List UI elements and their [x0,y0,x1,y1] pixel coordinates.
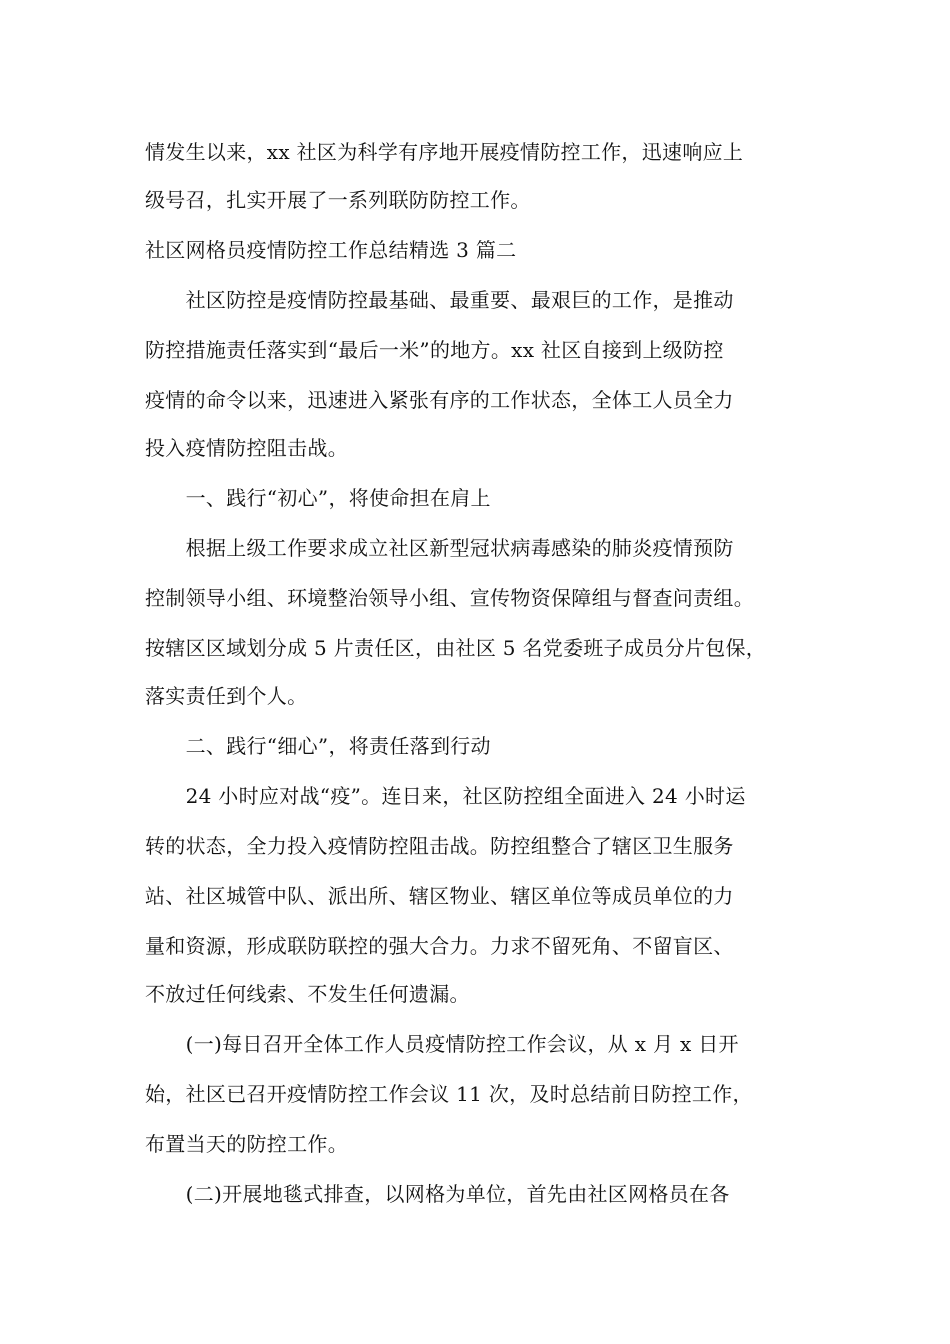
text-line: 社区防控是疫情防控最基础、最重要、最艰巨的工作，是推动 [145,288,734,312]
section-heading: 社区网格员疫情防控工作总结精选 3 篇二 [145,238,517,262]
text-line: 根据上级工作要求成立社区新型冠状病毒感染的肺炎疫情预防 [145,536,734,560]
text-line: 投入疫情防控阻击战。 [145,436,348,460]
text-line: 按辖区区域划分成 5 片责任区，由社区 5 名党委班子成员分片包保， [145,636,767,660]
subheading: 二、践行“细心”，将责任落到行动 [145,734,491,758]
text-line: 情发生以来，xx 社区为科学有序地开展疫情防控工作，迅速响应上 [145,140,744,164]
text-line: 控制领导小组、环境整治领导小组、宣传物资保障组与督查问责组。 [145,586,754,610]
text-line: 量和资源，形成联防联控的强大合力。力求不留死角、不留盲区、 [145,934,734,958]
text-line: 24 小时应对战“疫”。连日来，社区防控组全面进入 24 小时运 [145,784,746,808]
text-line: 疫情的命令以来，迅速进入紧张有序的工作状态，全体工人员全力 [145,388,734,412]
text-line: (一)每日召开全体工作人员疫情防控工作会议，从 x 月 x 日开 [145,1032,739,1056]
text-line: 始，社区已召开疫情防控工作会议 11 次，及时总结前日防控工作， [145,1082,753,1106]
subheading: 一、践行“初心”，将使命担在肩上 [145,486,491,510]
text-line: 转的状态，全力投入疫情防控阻击战。防控组整合了辖区卫生服务 [145,834,734,858]
text-line: 站、社区城管中队、派出所、辖区物业、辖区单位等成员单位的力 [145,884,734,908]
text-line: 不放过任何线索、不发生任何遗漏。 [145,982,470,1006]
text-line: 落实责任到个人。 [145,684,308,708]
text-line: 级号召，扎实开展了一系列联防防控工作。 [145,188,531,212]
text-line: 防控措施责任落实到“最后一米”的地方。xx 社区自接到上级防控 [145,338,724,362]
text-line: 布置当天的防控工作。 [145,1132,348,1156]
text-line: (二)开展地毯式排查，以网格为单位，首先由社区网格员在各 [145,1182,730,1206]
